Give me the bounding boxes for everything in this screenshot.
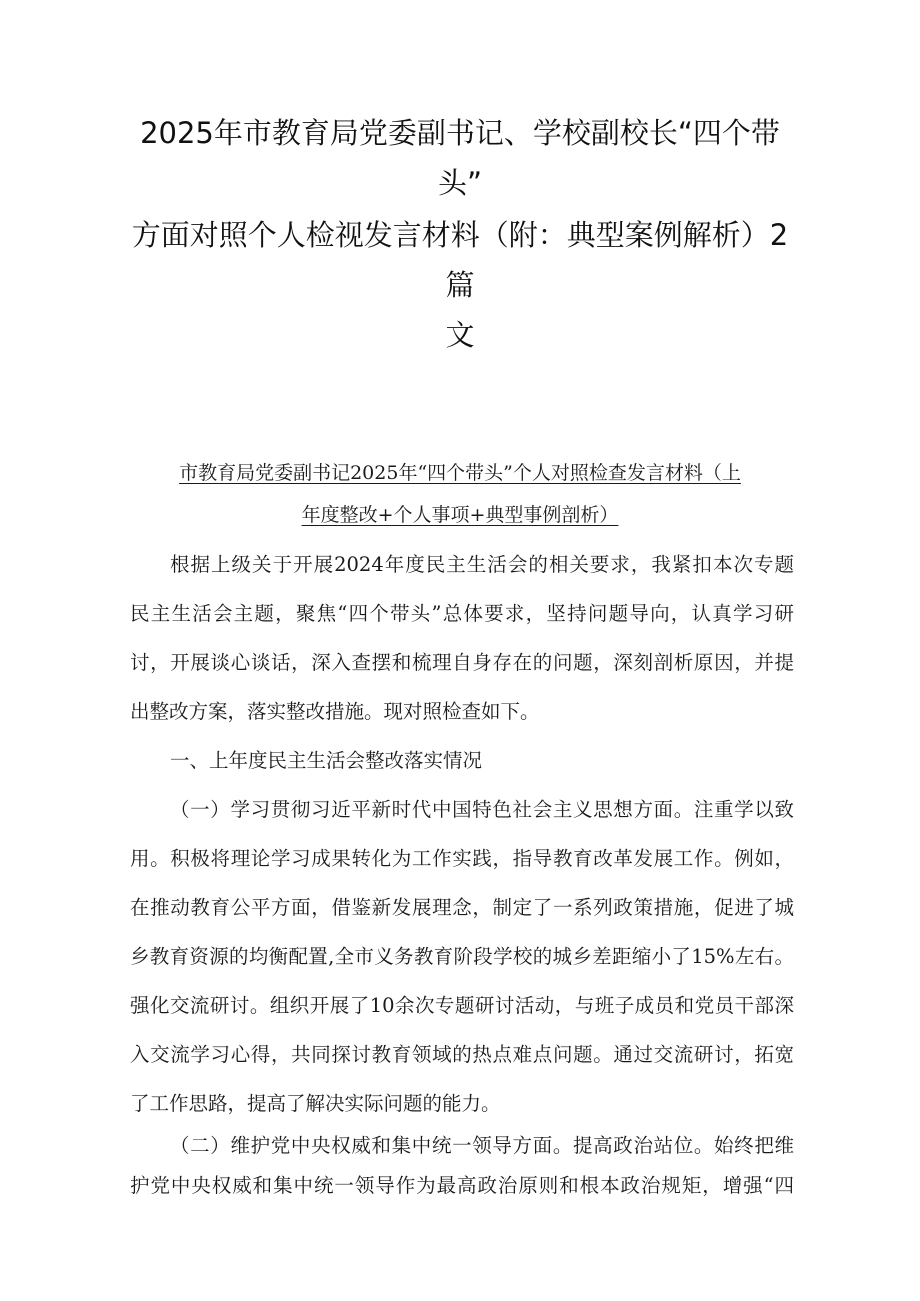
title-line: 文 [445, 318, 475, 352]
text-line: 民主生活会主题，聚焦“四个带头”总体要求，坚持问题导向，认真学习研 [130, 602, 794, 625]
text-line: 乡教育资源的均衡配置,全市义务教育阶段学校的城乡差距缩小了15%左右。 [130, 945, 794, 968]
text-line: 一、上年度民主生活会整改落实情况 [170, 749, 483, 772]
text-line: 强化交流研讨。组织开展了10余次专题研讨活动，与班子成员和党员干部深 [130, 994, 794, 1017]
body-text [130, 540, 794, 1128]
text-line: 根据上级关于开展2024年度民主生活会的相关要求，我紧扣本次专题 [170, 553, 794, 576]
paragraph-study [130, 785, 794, 1128]
title-line: 2025年市教育局党委副书记、学校副校长“四个带 [140, 116, 780, 150]
document-title-part1 [120, 108, 800, 208]
paragraph-authority [130, 1126, 794, 1206]
text-line: 护党中央权威和集中统一领导作为最高政治原则和根本政治规矩，增强“四 [130, 1174, 794, 1197]
text-line: 在推动教育公平方面，借鉴新发展理念，制定了一系列政策措施，促进了城 [130, 896, 794, 919]
text-line: 出整改方案，落实整改措施。现对照检查如下。 [130, 700, 540, 723]
title-line: 头” [437, 166, 483, 200]
text-line: 入交流学习心得，共同探讨教育领域的热点难点问题。通过交流研讨，拓宽 [130, 1043, 794, 1066]
heading-section-1 [130, 736, 794, 785]
body-text-continued [130, 1126, 794, 1206]
text-line: （二）维护党中央权威和集中统一领导方面。提高政治站位。始终把维 [170, 1134, 794, 1157]
text-line: 讨，开展谈心谈话，深入查摆和梳理自身存在的问题，深刻剖析原因，并提 [130, 651, 794, 674]
section-heading-line: 年度整改+个人事项+典型事例剖析） [301, 504, 619, 526]
text-line: 用。积极将理论学习成果转化为工作实践，指导教育改革发展工作。例如， [130, 847, 794, 870]
section-heading [140, 452, 780, 536]
document-title-part2 [120, 210, 800, 360]
section-heading-line: 市教育局党委副书记2025年“四个带头”个人对照检查发言材料（上 [179, 462, 741, 484]
text-line: （一）学习贯彻习近平新时代中国特色社会主义思想方面。注重学以致 [170, 798, 794, 821]
text-line: 了工作思路，提高了解决实际问题的能力。 [130, 1092, 501, 1115]
paragraph-intro [130, 540, 794, 736]
title-line: 方面对照个人检视发言材料（附：典型案例解析）2篇 [131, 218, 789, 302]
